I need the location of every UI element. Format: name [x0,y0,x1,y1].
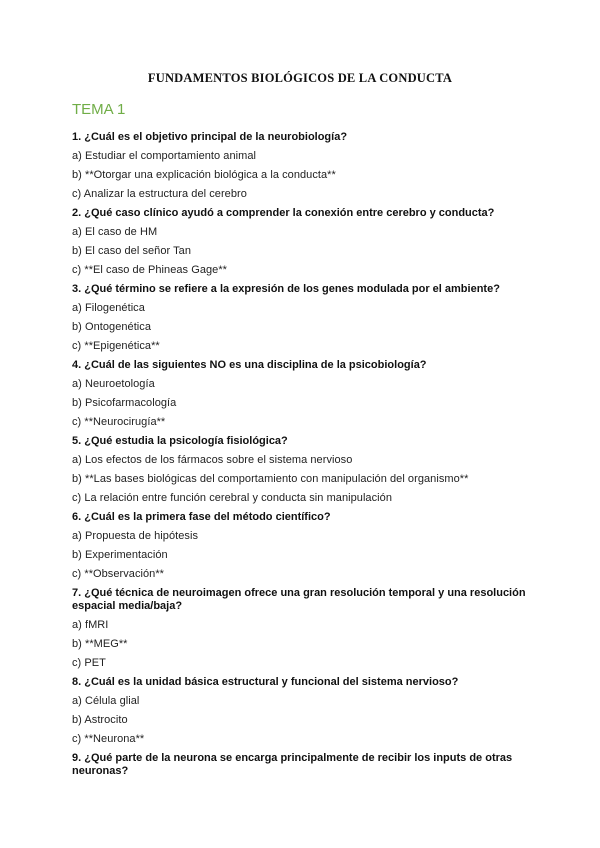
question-text: 1. ¿Cuál es el objetivo principal de la neurobiología? [72,131,348,143]
answer-option: b) Ontogenética [72,321,152,333]
answer-option: a) Estudiar el comportamiento animal [72,150,256,162]
question-block [72,587,532,670]
question-block [72,359,532,429]
question-text: 4. ¿Cuál de las siguientes NO es una disciplina de la psicobiología? [72,359,427,371]
answer-option: b) **MEG** [72,638,128,650]
question-text: 8. ¿Cuál es la unidad básica estructural y funcional del sistema nervioso? [72,676,459,688]
question-text: 3. ¿Qué término se refiere a la expresión de los genes modulada por el ambiente? [72,283,500,295]
answer-option: a) Filogenética [72,302,145,314]
question-text: 7. ¿Qué técnica de neuroimagen ofrece una gran resolución temporal y una resolución espacial media/baja? [72,587,526,612]
answer-option: b) El caso del señor Tan [72,245,192,257]
answer-option: c) Analizar la estructura del cerebro [72,188,247,200]
answer-option: b) Astrocito [72,714,128,726]
question-text: 2. ¿Qué caso clínico ayudó a comprender la conexión entre cerebro y conducta? [72,207,495,219]
answer-option: b) Psicofarmacología [72,397,177,409]
answer-option: a) Neuroetología [72,378,155,390]
answer-option: c) **Neurocirugía** [72,416,166,428]
answer-option: b) Experimentación [72,549,168,561]
question-list [72,131,532,784]
answer-option: c) **Neurona** [72,733,145,745]
answer-option: a) Propuesta de hipótesis [72,530,198,542]
question-block [72,131,532,201]
question-block [72,207,532,277]
question-text: 9. ¿Qué parte de la neurona se encarga principalmente de recibir los inputs de otras neuronas? [72,752,513,777]
question-block [72,511,532,581]
question-block [72,676,532,746]
answer-option: b) **Otorgar una explicación biológica a la conducta** [72,169,336,181]
question-text: 5. ¿Qué estudia la psicología fisiológica? [72,435,288,447]
answer-option: c) **El caso de Phineas Gage** [72,264,227,276]
question-block [72,435,532,505]
question-block [72,283,532,353]
section-heading: TEMA 1 [72,101,126,118]
answer-option: b) **Las bases biológicas del comportamiento con manipulación del organismo** [72,473,469,485]
answer-option: c) **Epigenética** [72,340,160,352]
answer-option: a) El caso de HM [72,226,158,238]
answer-option: c) **Observación** [72,568,164,580]
answer-option: c) La relación entre función cerebral y conducta sin manipulación [72,492,392,504]
document-title: FUNDAMENTOS BIOLÓGICOS DE LA CONDUCTA [147,71,453,85]
question-block [72,752,532,778]
answer-option: a) Los efectos de los fármacos sobre el sistema nervioso [72,454,353,466]
answer-option: c) PET [72,657,106,669]
answer-option: a) fMRI [72,619,109,631]
question-text: 6. ¿Cuál es la primera fase del método científico? [72,511,331,523]
answer-option: a) Célula glial [72,695,140,707]
